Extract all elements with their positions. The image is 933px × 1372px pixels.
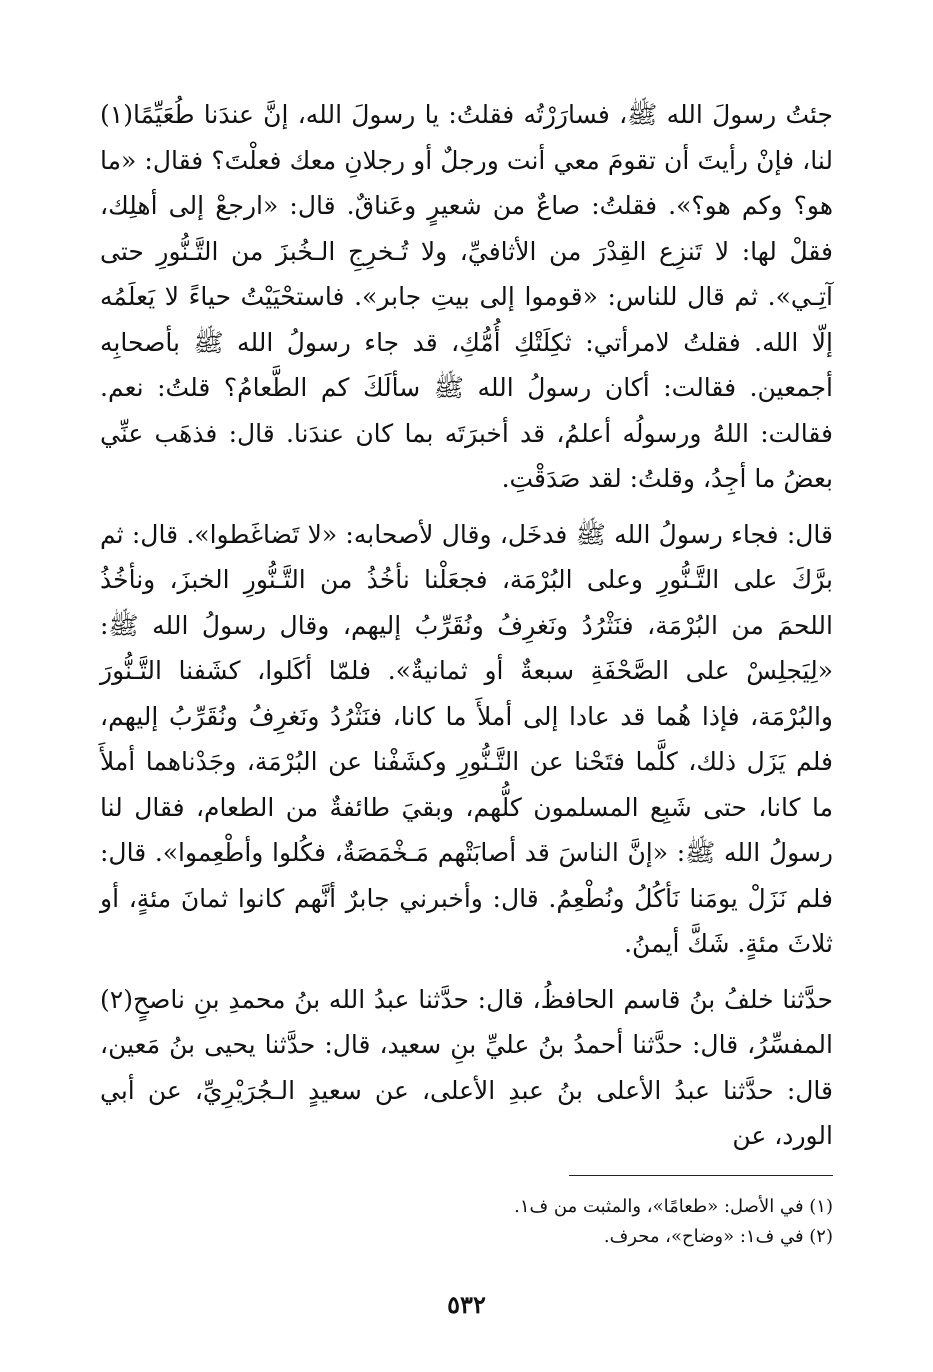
paragraph-3: حدَّثنا خلفُ بنُ قاسم الحافظُ، قال: حدَّثنا عبدُ الله بنُ محمدِ بنِ ناصحٍ(٢) المفسِّرُ، قال: حدَّثنا أحمدُ بنُ عليِّ بنِ سعيد، قال: حدَّثنا يحيى بنُ مَعين، قال: حدَّثنا عبدُ الأعلى بنُ عبدِ الأعلى، عن سعيدٍ الـجُرَيْرِيِّ، عن أبي الورد، عن <box>100 984 833 1150</box>
footnote-2: (٢) في ف١: «وضاح»، محرف. <box>603 1226 833 1247</box>
footnote-divider <box>569 1175 833 1176</box>
footnotes <box>100 1192 833 1252</box>
page-number: ٥٣٢ <box>447 1290 486 1319</box>
paragraph-1: جئتُ رسولَ الله ﷺ، فسارَرْتُه فقلتُ: يا رسولَ الله، إنَّ عندَنا طُعَيِّمًا(١) لنا، فإنْ رأيتَ أن تقومَ معي أنت ورجلٌ أو رجلانِ معك فعلْتَ؟ فقال: «ما هو؟ وكم هو؟». فقلتُ: صاعٌ من شعيرٍ وعَناقٌ. قال: «ارجعْ إلى أهلِك، فقلْ لها: لا تَنزِع القِدْرَ من الأثافيِّ، ولا تُـخرِجِ الـخُبزَ من التَّـنُّورِ حتى آتِـي». ثم قال للناس: «قوموا إلى بيتِ جابر». فاستحْيَيْتُ حياءً لا يَعلَمُه إلّا الله. فقلتُ لامرأتي: ثكِلَتْكِ أُمُّكِ، قد جاء رسولُ الله ﷺ بأصحابِه أجمعين. فقالت: أكان رسولُ الله ﷺ سألَكَ كم الطَّعامُ؟ قلتُ: نعم. فقالت: اللهُ ورسولُه أعلمُ، قد أخبرَتَه بما كان عندَنا. قال: فذهَب عنِّي بعضُ ما أجِدُ، وقلتُ: لقد صَدَقْتِ. <box>100 100 833 493</box>
paragraph-2: قال: فجاء رسولُ الله ﷺ فدخَل، وقال لأصحابه: «لا تَضاغَطوا». قال: ثم برَّكَ على التَّـنُّورِ وعلى البُرْمَة، فجعَلْنا نأخُذُ من التَّـنُّورِ الخبزَ، ونأخُذُ اللحمَ من البُرْمَة، فنَثْرُدُ ونَغرِفُ ونُقَرِّبُ إليهم، وقال رسولُ الله ﷺ: «لِيَجلِسْ على الصَّحْفَةِ سبعةٌ أو ثمانيةٌ». فلمّا أكَلوا، كشَفنا التَّـنُّورَ والبُرْمَة، فإذا هُما قد عادا إلى أملأَ ما كانا، فنَثْرُدُ ونَغرِفُ ونُقَرِّبُ إليهم، فلم يَزَل ذلك، كلَّما فتَحْنا عن التَّـنُّورِ وكشَفْنا عن البُرْمَة، وجَدْناهما أملأَ ما كانا، حتى شَبِع المسلمون كلُّهم، وبقيَ طائفةٌ من الطعام، فقال لنا رسولُ الله ﷺ: «إنَّ الناسَ قد أصابَتْهم مَـخْمَصَةٌ، فكُلوا وأطْعِموا». قال: فلم نَزَلْ يومَنا نَأكُلُ ونُطْعِمُ. قال: وأخبرني جابرٌ أنَّهم كانوا ثمانَ مئةٍ، أو ثلاثَ مئةٍ. شَكَّ أيمنُ. <box>100 519 833 958</box>
footnote-1: (١) في الأصل: «طعامًا»، والمثبت من ف١. <box>514 1196 833 1217</box>
main-text <box>100 92 833 1159</box>
